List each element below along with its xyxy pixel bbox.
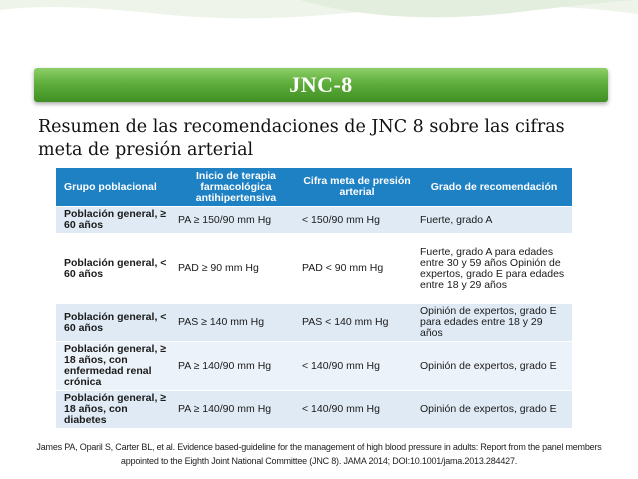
cell-inicio: PA ≥ 150/90 mm Hg bbox=[174, 207, 298, 234]
table-row bbox=[56, 304, 572, 342]
decorative-swoosh bbox=[0, 0, 638, 60]
cell-grupo: Población general, ≥ 18 años, con enfermedad renal crónica bbox=[56, 342, 174, 391]
header-inicio-terapia: Inicio de terapia farmacológica antihipertensiva bbox=[174, 168, 298, 207]
cell-inicio: PAS ≥ 140 mm Hg bbox=[174, 304, 298, 342]
slide-subtitle: Resumen de las recomendaciones de JNC 8 sobre las cifras meta de presión arterial bbox=[38, 117, 565, 160]
cell-grado: Opinión de expertos, grado E bbox=[416, 391, 572, 429]
cell-grupo: Población general, < 60 años bbox=[56, 234, 174, 304]
cell-grupo: Población general, < 60 años bbox=[56, 304, 174, 342]
cell-grado: Opinión de expertos, grado E para edades entre 18 y 29 años bbox=[416, 304, 572, 342]
citation-line-1: James PA, Oparil S, Carter BL, et al. Evidence based-guideline for the management of high blood pressure in adults: Report from the panel members bbox=[36, 442, 602, 452]
cell-grupo: Población general, ≥ 60 años bbox=[56, 207, 174, 234]
cell-inicio: PAD ≥ 90 mm Hg bbox=[174, 234, 298, 304]
slide-title: JNC-8 bbox=[289, 72, 353, 97]
cell-meta: < 140/90 mm Hg bbox=[298, 391, 416, 429]
cell-meta: < 140/90 mm Hg bbox=[298, 342, 416, 391]
cell-grado: Fuerte, grado A para edades entre 30 y 59 años Opinión de expertos, grado E para edades entre 18 y 29 años bbox=[416, 234, 572, 304]
cell-inicio: PA ≥ 140/90 mm Hg bbox=[174, 391, 298, 429]
cell-grado: Fuerte, grado A bbox=[416, 207, 572, 234]
cell-grupo: Población general, ≥ 18 años, con diabetes bbox=[56, 391, 174, 429]
cell-inicio: PA ≥ 140/90 mm Hg bbox=[174, 342, 298, 391]
citation bbox=[22, 440, 616, 468]
header-grupo: Grupo poblacional bbox=[56, 168, 174, 207]
citation-line-2: appointed to the Eighth Joint National Committee (JNC 8). JAMA 2014; DOI:10.1001/jama.2013.284427. bbox=[120, 456, 518, 466]
table-row bbox=[56, 342, 572, 391]
header-cifra-meta: Cifra meta de presión arterial bbox=[298, 168, 416, 207]
recommendations-table-container bbox=[56, 168, 572, 426]
table-row bbox=[56, 207, 572, 234]
table-row bbox=[56, 234, 572, 304]
cell-meta: < 150/90 mm Hg bbox=[298, 207, 416, 234]
table-header-row bbox=[56, 168, 572, 207]
cell-meta: PAS < 140 mm Hg bbox=[298, 304, 416, 342]
table-row bbox=[56, 391, 572, 429]
cell-grado: Opinión de expertos, grado E bbox=[416, 342, 572, 391]
cell-meta: PAD < 90 mm Hg bbox=[298, 234, 416, 304]
recommendations-table bbox=[56, 168, 572, 428]
header-grado: Grado de recomendación bbox=[416, 168, 572, 207]
title-bar bbox=[34, 68, 608, 102]
